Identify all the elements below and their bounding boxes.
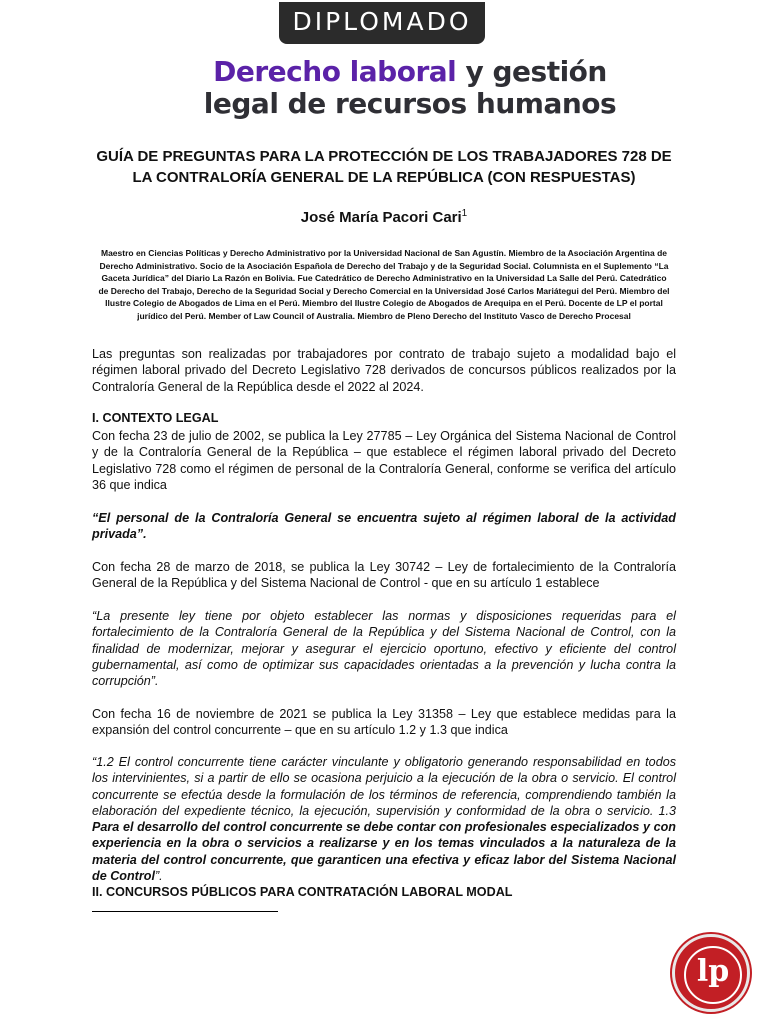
lp-logo	[672, 934, 750, 1012]
diplomado-badge: DIPLOMADO	[279, 2, 485, 44]
banner-headline-highlight: Derecho laboral	[213, 55, 457, 88]
course-banner	[0, 0, 768, 140]
quote-ley-31358	[92, 754, 676, 884]
intro-paragraph: Las preguntas son realizadas por trabajadores por contrato de trabajo sujeto a modalidad bajo el régimen laboral privado del Decreto Legislativo 728 derivados de concursos públicos realizados por la Contraloría General de la República desde el 2022 al 2024.	[92, 347, 676, 394]
author-footnote-mark: 1	[461, 208, 468, 219]
banner-headline-rest: y gestión	[465, 55, 607, 88]
author-bio: Maestro en Ciencias Políticas y Derecho Administrativo por la Universidad Nacional de San Agustín. Miembro de la Asociación Argentina de Derecho Administrativo. Socio de la Asociación Española de Derecho del Trabajo y de la Seguridad Social. Columnista en el Suplemento “La Gaceta Jurídica” del Diario La Razón en Bolivia. Fue Catedrático de Derecho Administrativo en la Universidad La Salle del Perú. Catedrático de Derecho del Trabajo, Derecho de la Seguridad Social y Derecho Comercial en la Universidad José Carlos Mariátegui del Perú. Miembro del Ilustre Colegio de Abogados de Lima en el Perú. Miembro del Ilustre Colegio de Abogados de Arequipa en el Perú. Docente de LP el portal jurídico del Perú. Member of Law Council of Australia. Miembro de Pleno Derecho del Instituto Vasco de Derecho Procesal	[98, 248, 670, 321]
banner-headline-line2: legal de recursos humanos	[203, 87, 617, 120]
document-title-line2: LA CONTRALORÍA GENERAL DE LA REPÚBLICA (CON RESPUESTAS)	[132, 169, 636, 186]
footnote-separator	[92, 911, 278, 912]
paragraph-ley-31358: Con fecha 16 de noviembre de 2021 se publica la Ley 31358 – Ley que establece medidas para la expansión del control concurrente – que en su artículo 1.2 y 1.3 que indica	[92, 707, 676, 738]
quote-ley-31358-end: ”.	[154, 869, 163, 884]
lp-logo-inner-ring	[684, 946, 742, 1004]
author-name-text: José María Pacori Cari	[300, 209, 462, 226]
quote-ley-31358-bold: Para el desarrollo del control concurrente se debe contar con profesionales especializados y con experiencia en la obra o servicios a realizarse y en los temas vinculados a la naturaleza de la materia del control concurrente, que garanticen una efectiva y eficaz labor del Sistema Nacional de Control	[92, 820, 676, 884]
quote-ley-31358-italic: “1.2 El control concurrente tiene carácter vinculante y obligatorio generando responsabilidad en todos los intervinientes, si a partir de ello se ocasiona perjuicio a la ejecución de la obra o servicio. El control concurrente se efectúa desde la formulación de los términos de referencia, comprendiendo también la elaboración del expediente técnico, la ejecución, supervisión y conformidad de la obra o servicio. 1.3	[92, 755, 676, 818]
quote-ley-30742: “La presente ley tiene por objeto establecer las normas y disposiciones requeridas para el fortalecimiento de la Contraloría General de la República y del Sistema Nacional de Control, con la finalidad de modernizar, mejorar y asegurar el ejercicio oportuno, efectivo y eficiente del control gubernamental, así como de optimizar sus capacidades orientadas a la prevención y lucha contra la corrupción”.	[92, 609, 676, 689]
paragraph-ley-30742: Con fecha 28 de marzo de 2018, se publica la Ley 30742 – Ley de fortalecimiento de la Contraloría General de la República y del Sistema Nacional de Control - que en su artículo 1 establece	[92, 560, 676, 591]
document-title-line1: GUÍA DE PREGUNTAS PARA LA PROTECCIÓN DE LOS TRABAJADORES 728 DE	[96, 148, 672, 165]
author-name	[0, 208, 768, 226]
banner-headline-line1	[150, 56, 670, 88]
section-heading-2: II. CONCURSOS PÚBLICOS PARA CONTRATACIÓN LABORAL MODAL	[92, 885, 513, 899]
paragraph-ley-27785: Con fecha 23 de julio de 2002, se publica la Ley 27785 – Ley Orgánica del Sistema Nacional de Control y de la Contraloría General de la República – que establece el régimen laboral privado del Decreto Legislativo 728 como el régimen de personal de la Contraloría General, conforme se verifica del artículo 36 que indica	[92, 429, 676, 492]
quote-articulo-36: “El personal de la Contraloría General se encuentra sujeto al régimen laboral de la actividad privada”.	[92, 511, 676, 542]
lp-logo-text: lp	[696, 954, 730, 989]
document-title	[90, 146, 678, 188]
section-heading-1: I. CONTEXTO LEGAL	[92, 411, 219, 425]
